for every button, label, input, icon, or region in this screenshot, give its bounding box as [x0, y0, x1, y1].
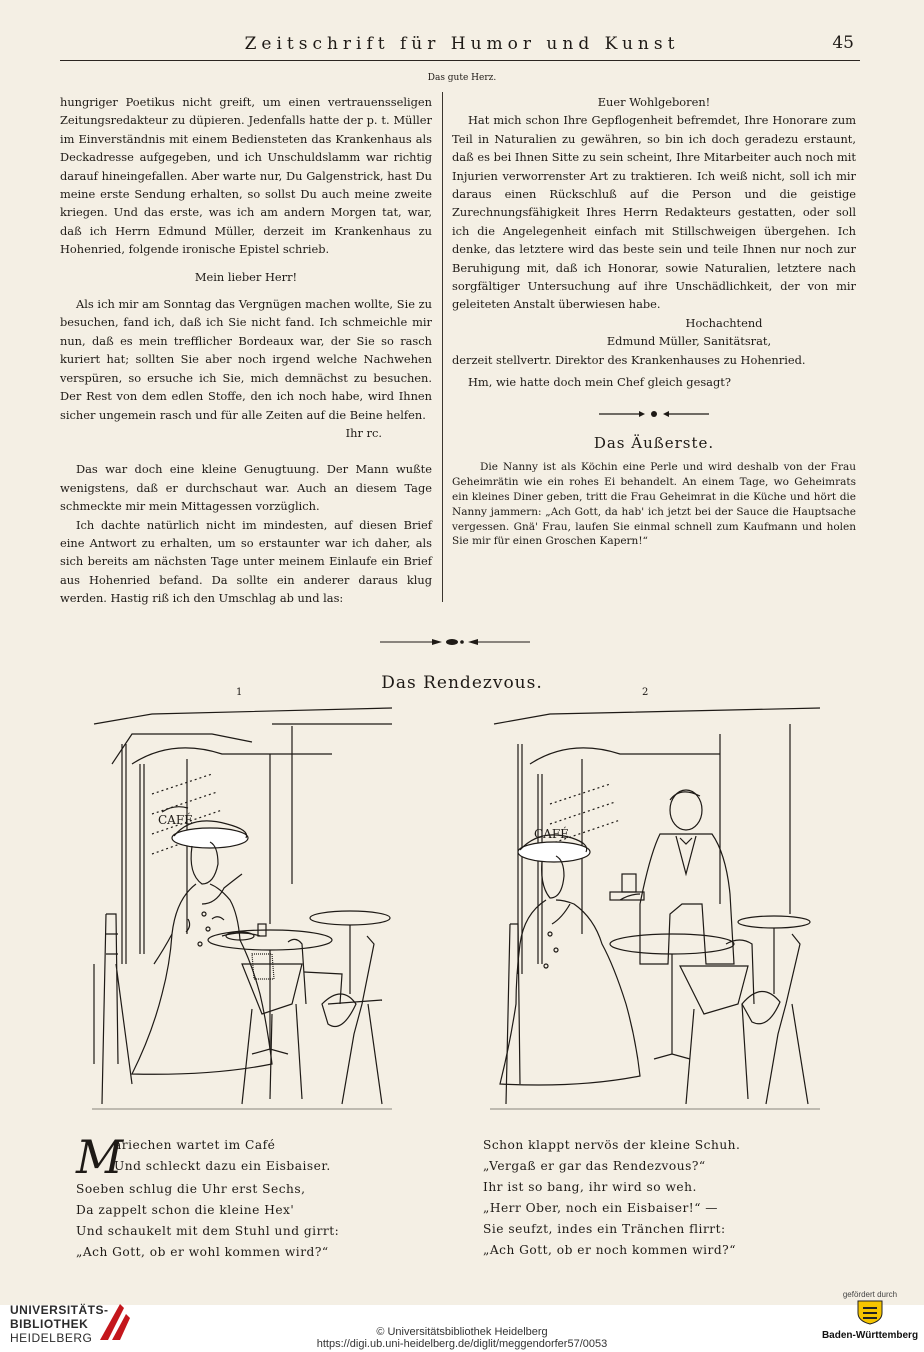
- verse-line: Schon klappt nervös der kleine Schuh.: [483, 1138, 741, 1152]
- copyright-notice: © Universitätsbibliothek Heidelberg: [376, 1326, 548, 1338]
- verse-line: „Ach Gott, ob er wohl kommen wird?“: [76, 1245, 329, 1259]
- page-number: 45: [832, 33, 854, 53]
- library-name-line: BIBLIOTHEK: [10, 1317, 89, 1331]
- section-ornament: [452, 406, 856, 424]
- illustration-panel-2: [490, 704, 820, 1118]
- left-column: [60, 93, 432, 608]
- state-name: Baden-Württemberg: [821, 1330, 919, 1341]
- letter-signature: Edmund Müller, Sanitätsrat,: [606, 334, 772, 349]
- letter-salutation: Mein lieber Herr!: [194, 269, 298, 284]
- letter-closing: Ihr rc.: [345, 425, 382, 440]
- verse-left: [76, 1130, 416, 1263]
- column-divider: [442, 92, 443, 602]
- story-paragraph: hungriger Poetikus nicht greift, um einen vertrauensseligen Zeitungsredakteur zu düpieren. Jedenfalls hatte der p. t. Müller im Einverständnis mit einem Bediensteten das Krankenhaus als Deckadresse aufgegeben, und ich Unschuldslamm war richtig darauf hineingefallen. Aber warte nur, Du Galgenstrick, hast Du meine erste Sendung erhalten, so sollst Du auch meine zweite kriegen. Und das erste, was ich am andern Morgen tat, war, daß ich Herrn Edmund Müller, derzeit im Krankenhaus zu Hohenried, folgende ironische Epistel schrieb.: [60, 95, 432, 257]
- section-title: Das Äußerste.: [593, 433, 715, 452]
- story-paragraph: Ich dachte natürlich nicht im mindesten, auf diesen Brief eine Antwort zu erhalten, um so erstaunter war ich daher, als sich bereits am nächsten Tage unter meinem Einlaufe ein Brief aus Hohenried befand. Da sollte ein anderer daraus klug werden. Hastig riß ich den Umschlag ab und las:: [60, 517, 432, 606]
- verse-line: Sie seufzt, indes ein Tränchen flirrt:: [483, 1222, 726, 1236]
- funding-label: gefördert durch: [842, 1290, 898, 1299]
- signature-title: derzeit stellvertr. Direktor des Krankenhauses zu Hohenried.: [452, 352, 806, 367]
- verse-line: „Vergaß er gar das Rendezvous?“: [483, 1159, 706, 1173]
- verse-line: Und schaukelt mit dem Stuhl und girrt:: [76, 1224, 340, 1238]
- letter-closing: Hochachtend: [685, 315, 763, 330]
- anecdote-text: Die Nanny ist als Köchin eine Perle und wird deshalb von der Frau Geheimrätin wie ein rohes Ei behandelt. An einem Tage, wo Geheimrats ein kleines Diner geben, tritt die Frau Geheimrat in die Küche und hört die Nanny jammern: „Ach Gott, da hab' ich jetzt bei der Sauce die Hauptsache vergessen. Gnä' Frau, laufen Sie einmal schnell zum Kaufmann und holen Sie mir für einen Groschen Kapern!“: [452, 461, 856, 548]
- panel-number: 2: [642, 687, 649, 698]
- journal-title: Zeitschrift für Humor und Kunst: [244, 34, 680, 54]
- letter-body: Als ich mir am Sonntag das Vergnügen machen wollte, Sie zu besuchen, fand ich, daß ich Sie nicht fand. Ich schmeichle mir nun, daß es mein trefflicher Bordeaux war, der Sie so rasch kuriert hat; sollten Sie aber noch irgend welche Nachwehen verspüren, so ersuche ich Sie, mich demnächst zu besuchen. Der Rest von dem edlen Stoffe, den ich noch habe, wird Ihnen sicher ungemein rasch und für alle Zeiten auf die Beine helfen.: [60, 297, 432, 422]
- header-rule: [60, 60, 860, 61]
- cafe-sign-text: CAFÉ: [158, 813, 193, 827]
- verse-line: Ihr ist so bang, ihr wird so weh.: [483, 1180, 697, 1194]
- drop-cap: M: [76, 1130, 124, 1184]
- library-name-line: UNIVERSITÄTS-: [10, 1303, 109, 1317]
- cafe-sign-text: CAFÉ: [534, 827, 569, 841]
- right-column: [452, 93, 856, 549]
- illustration-title: Das Rendezvous.: [381, 673, 543, 693]
- story-paragraph: Hm, wie hatte doch mein Chef gleich gesagt?: [468, 375, 731, 390]
- verse-line: „Ach Gott, ob er noch kommen wird?“: [483, 1243, 736, 1257]
- verse-right: [483, 1135, 823, 1261]
- verse-line: Da zappelt schon die kleine Hex': [76, 1203, 295, 1217]
- state-emblem-icon: [855, 1299, 885, 1325]
- story-paragraph: Das war doch eine kleine Genugtuung. Der Mann wußte wenigstens, daß er durchschaut war. Auch an diesem Tage schmeckte mir mein Mittagessen vorzüglich.: [60, 462, 432, 514]
- letter-salutation: Euer Wohlgeboren!: [597, 95, 711, 109]
- divider-ornament: [380, 633, 530, 652]
- running-head: Das gute Herz.: [427, 73, 497, 83]
- verse-line: ariechen wartet im Café: [114, 1138, 276, 1152]
- verse-line: Soeben schlug die Uhr erst Sechs,: [76, 1182, 306, 1196]
- verse-line: „Herr Ober, noch ein Eisbaiser!“ —: [483, 1201, 718, 1215]
- verse-line: Und schleckt dazu ein Eisbaiser.: [114, 1159, 331, 1173]
- library-name-line: HEIDELBERG: [10, 1331, 93, 1345]
- source-url-link[interactable]: https://digi.ub.uni-heidelberg.de/diglit/meggendorfer57/0053: [316, 1338, 608, 1350]
- letter-body: Hat mich schon Ihre Gepflogenheit befremdet, Ihre Honorare zum Teil in Naturalien zu gewähren, so bin ich doch geradezu erstaunt, daß es bei Ihnen Sitte zu sein scheint, Ihre Mitarbeiter auch noch mit Injurien verworrenster Art zu traktieren. Ich weiß nicht, soll ich mir daraus einen Rückschluß auf die Person und die geistige Zurechnungsfähigkeit Ihres Herrn Redakteurs gestatten, oder soll ich die Angelegenheit einfach mit Stillschweigen übergehen. Ich denke, das letztere wird das beste sein und teile Ihnen nur noch zur Beruhigung mit, daß ich Honorar, sowie Naturalien, letztere nach sorgfältiger Untersuchung auf ihre Unschädlichkeit, der von mir geleiteten Anstalt überwiesen habe.: [452, 113, 856, 312]
- panel-number: 1: [236, 687, 243, 698]
- illustration-panel-1: [92, 704, 392, 1118]
